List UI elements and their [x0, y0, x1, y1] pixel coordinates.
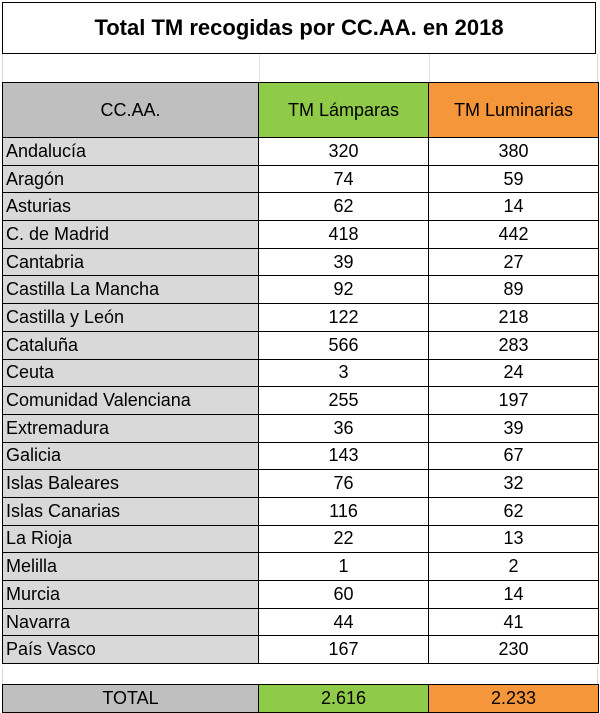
table-row	[3, 165, 599, 193]
column-header-region: CC.AA.	[3, 83, 259, 138]
luminarias-cell: 59	[429, 165, 599, 193]
lamparas-cell: 167	[259, 636, 429, 664]
table-body	[3, 138, 599, 664]
luminarias-cell: 89	[429, 276, 599, 304]
lamparas-cell: 39	[259, 248, 429, 276]
header-row	[3, 83, 599, 138]
table-row	[3, 525, 599, 553]
table-row	[3, 442, 599, 470]
total-row	[3, 685, 599, 713]
region-cell: Castilla La Mancha	[3, 276, 259, 304]
table-row	[3, 193, 599, 221]
table-row	[3, 221, 599, 249]
table-row	[3, 581, 599, 609]
region-cell: Aragón	[3, 165, 259, 193]
luminarias-cell: 283	[429, 331, 599, 359]
table-row	[3, 331, 599, 359]
lamparas-cell: 320	[259, 138, 429, 166]
total-label: TOTAL	[3, 685, 259, 713]
luminarias-cell: 13	[429, 525, 599, 553]
lamparas-cell: 60	[259, 581, 429, 609]
region-cell: Cantabria	[3, 248, 259, 276]
lamparas-cell: 92	[259, 276, 429, 304]
luminarias-cell: 41	[429, 608, 599, 636]
table-row	[3, 553, 599, 581]
region-cell: Cataluña	[3, 331, 259, 359]
luminarias-cell: 197	[429, 387, 599, 415]
luminarias-cell: 14	[429, 193, 599, 221]
lamparas-cell: 76	[259, 470, 429, 498]
luminarias-cell: 442	[429, 221, 599, 249]
spacer-gridline	[429, 54, 430, 82]
spacer-gridline	[259, 54, 260, 82]
lamparas-cell: 22	[259, 525, 429, 553]
region-cell: La Rioja	[3, 525, 259, 553]
lamparas-cell: 62	[259, 193, 429, 221]
total-lamparas: 2.616	[259, 685, 429, 713]
spacer-row	[2, 667, 598, 684]
luminarias-cell: 39	[429, 414, 599, 442]
region-cell: Asturias	[3, 193, 259, 221]
region-cell: Extremadura	[3, 414, 259, 442]
table-row	[3, 414, 599, 442]
region-cell: País Vasco	[3, 636, 259, 664]
region-cell: Andalucía	[3, 138, 259, 166]
total-luminarias: 2.233	[429, 685, 599, 713]
lamparas-cell: 143	[259, 442, 429, 470]
lamparas-cell: 44	[259, 608, 429, 636]
data-table	[2, 82, 599, 664]
region-cell: Galicia	[3, 442, 259, 470]
luminarias-cell: 218	[429, 304, 599, 332]
luminarias-cell: 14	[429, 581, 599, 609]
lamparas-cell: 116	[259, 497, 429, 525]
region-cell: C. de Madrid	[3, 221, 259, 249]
column-header-lamparas: TM Lámparas	[259, 83, 429, 138]
region-cell: Ceuta	[3, 359, 259, 387]
lamparas-cell: 255	[259, 387, 429, 415]
table-row	[3, 138, 599, 166]
table-title: Total TM recogidas por CC.AA. en 2018	[2, 2, 596, 54]
lamparas-cell: 3	[259, 359, 429, 387]
luminarias-cell: 32	[429, 470, 599, 498]
region-cell: Comunidad Valenciana	[3, 387, 259, 415]
lamparas-cell: 36	[259, 414, 429, 442]
region-cell: Melilla	[3, 553, 259, 581]
region-cell: Navarra	[3, 608, 259, 636]
luminarias-cell: 24	[429, 359, 599, 387]
table-row	[3, 470, 599, 498]
table-row	[3, 304, 599, 332]
table-row	[3, 387, 599, 415]
luminarias-cell: 62	[429, 497, 599, 525]
lamparas-cell: 74	[259, 165, 429, 193]
table-row	[3, 248, 599, 276]
luminarias-cell: 67	[429, 442, 599, 470]
table-row	[3, 276, 599, 304]
column-header-luminarias: TM Luminarias	[429, 83, 599, 138]
region-cell: Islas Baleares	[3, 470, 259, 498]
luminarias-cell: 27	[429, 248, 599, 276]
spacer-row	[2, 54, 598, 82]
region-cell: Islas Canarias	[3, 497, 259, 525]
table-row	[3, 497, 599, 525]
table-row	[3, 359, 599, 387]
lamparas-cell: 418	[259, 221, 429, 249]
lamparas-cell: 1	[259, 553, 429, 581]
lamparas-cell: 122	[259, 304, 429, 332]
total-table	[2, 684, 599, 713]
table-row	[3, 608, 599, 636]
region-cell: Murcia	[3, 581, 259, 609]
table-row	[3, 636, 599, 664]
luminarias-cell: 2	[429, 553, 599, 581]
luminarias-cell: 230	[429, 636, 599, 664]
lamparas-cell: 566	[259, 331, 429, 359]
luminarias-cell: 380	[429, 138, 599, 166]
region-cell: Castilla y León	[3, 304, 259, 332]
